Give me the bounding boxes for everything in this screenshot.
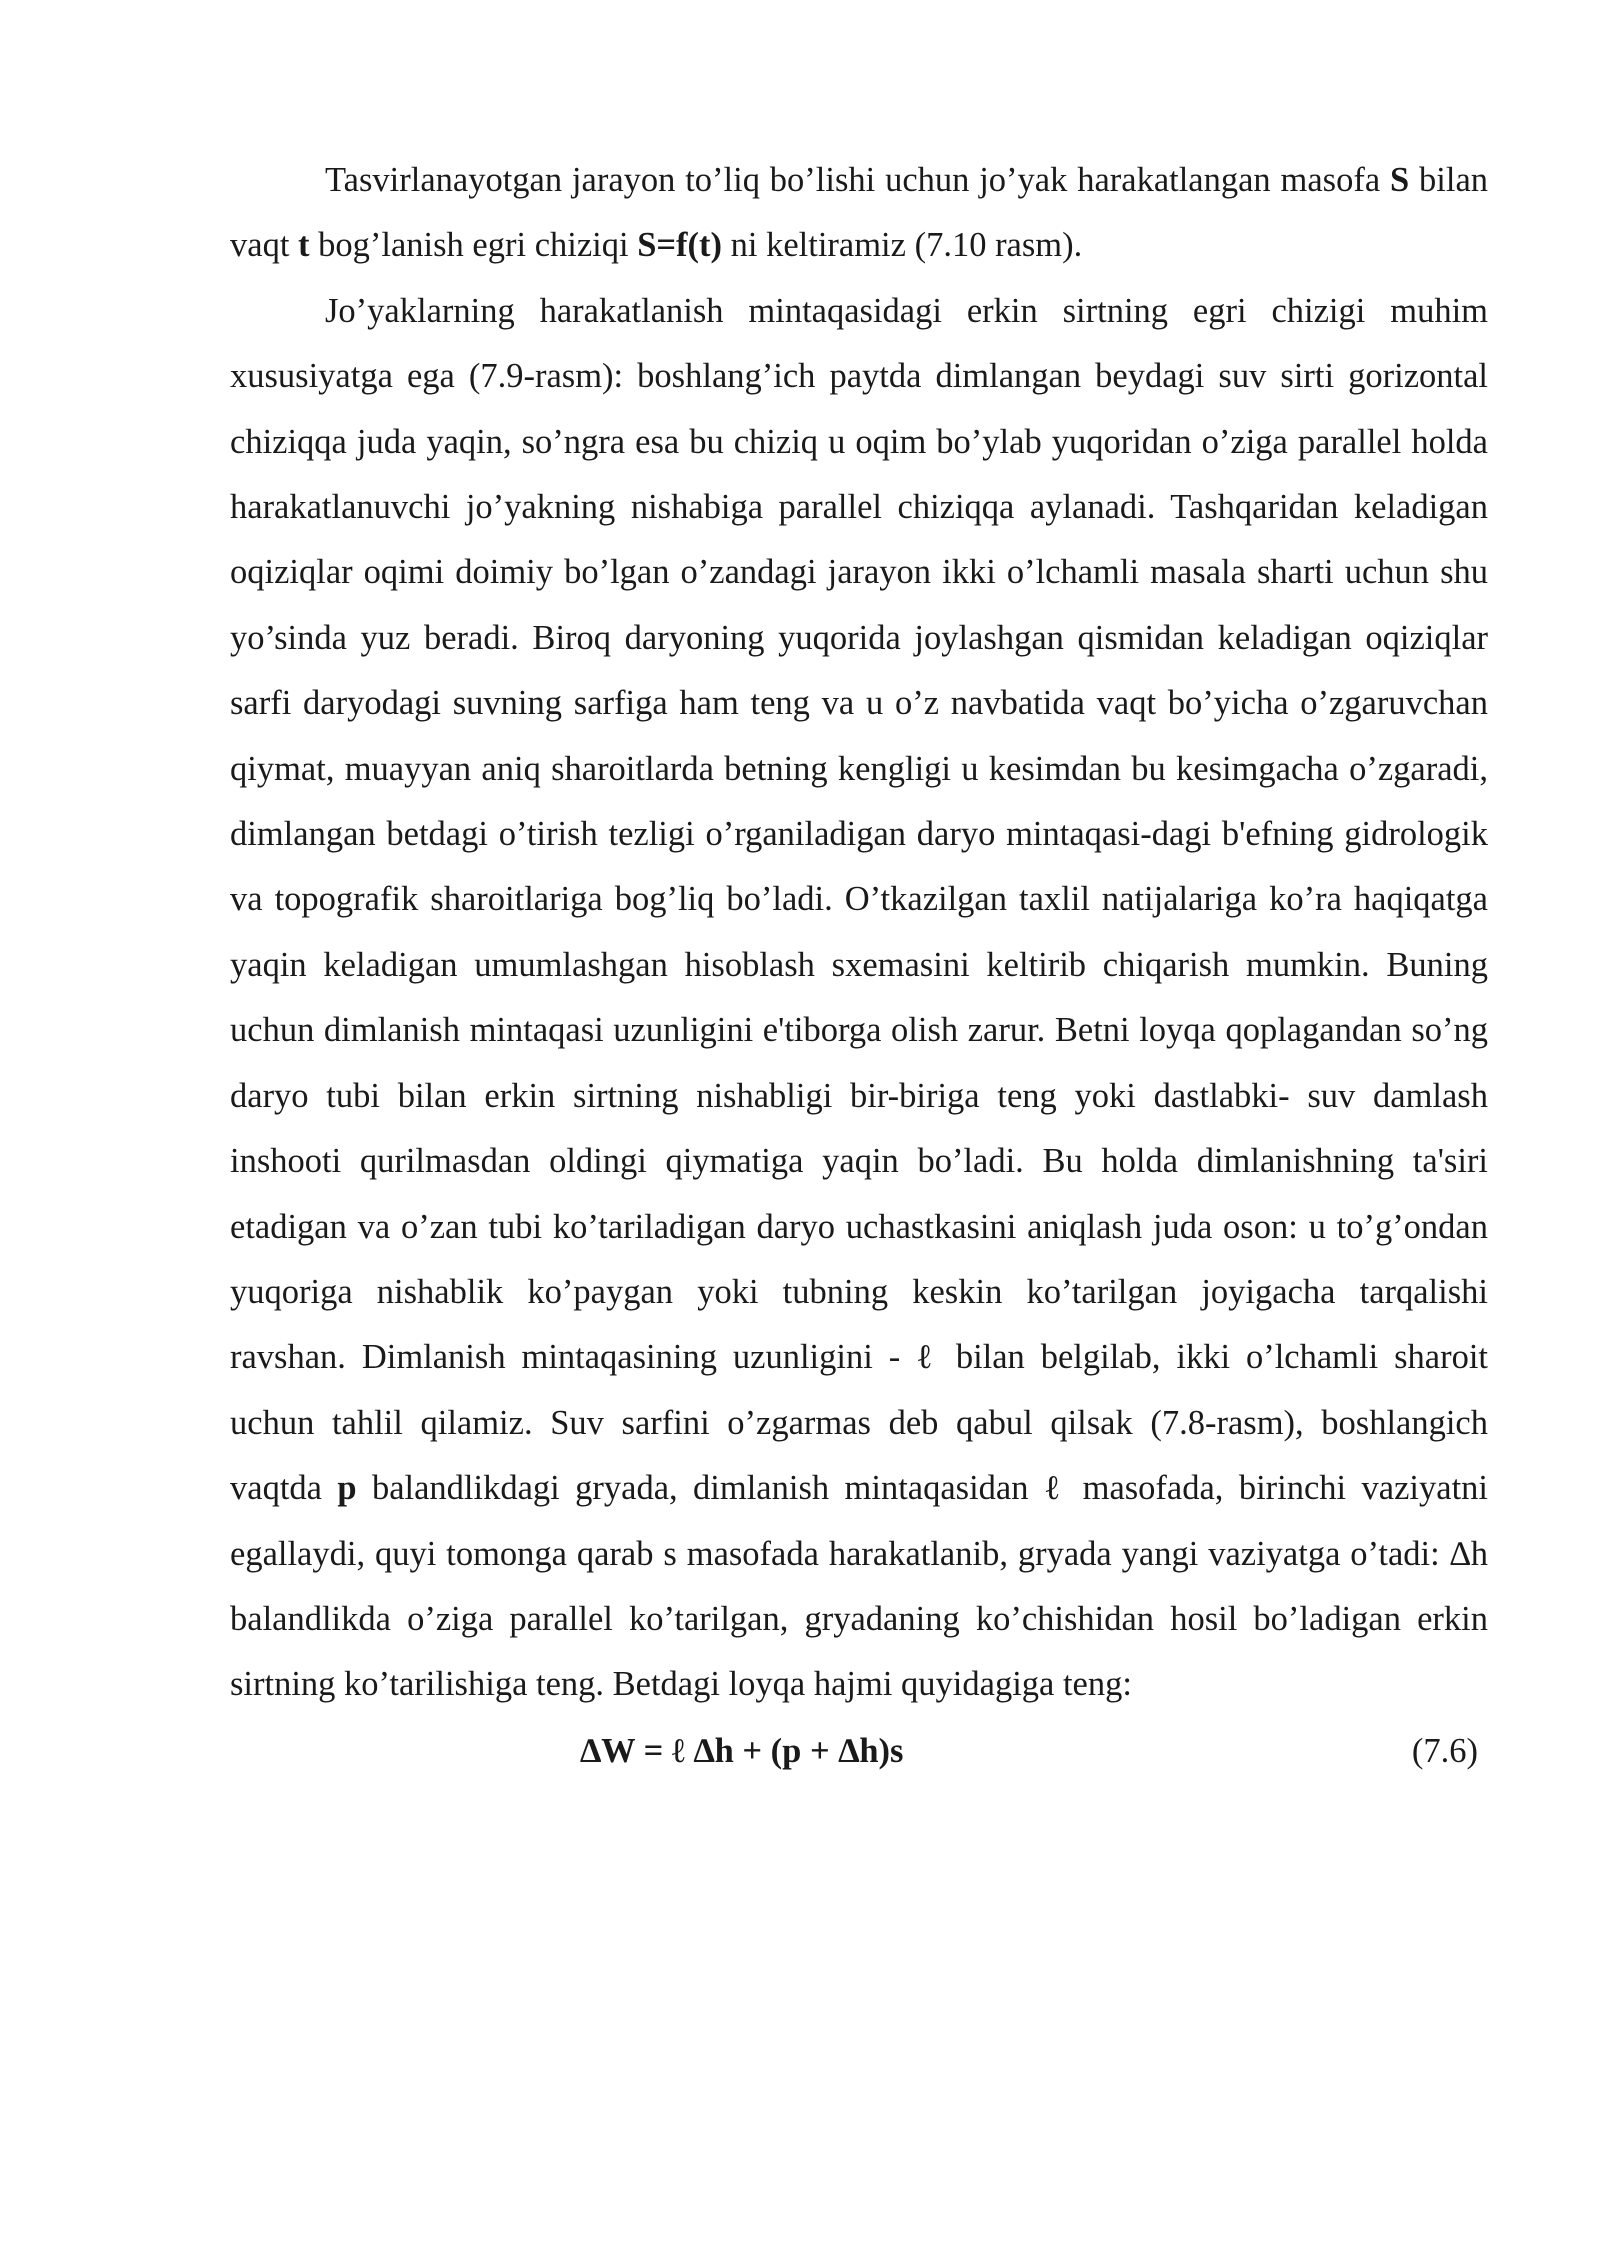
- equation-number: (7.6): [1411, 1731, 1478, 1770]
- text-segment: ni keltiramiz (7.10 rasm).: [722, 226, 1083, 265]
- equation-row: [230, 1718, 1488, 1784]
- text-segment: bog’lanish egri chiziqi: [309, 226, 638, 265]
- function-s-of-t: S=f(t): [637, 226, 723, 265]
- variable-t: t: [298, 226, 310, 265]
- paragraph-1: [230, 148, 1488, 279]
- equation-formula: ∆W = ℓ ∆h + (p + ∆h)s: [580, 1731, 904, 1770]
- document-page: [230, 148, 1488, 1784]
- text-segment: Tasvirlanayotgan jarayon to’liq bo’lishi uchun jo’yak harakatlangan masofa: [325, 161, 1390, 199]
- variable-p: p: [337, 1469, 357, 1508]
- variable-s: S: [1390, 161, 1410, 199]
- text-segment: Jo’yaklarning harakatlanish mintaqasidagi erkin sirtning egri chizigi muhim xususiyatga ega (7.9-rasm): boshlang’ich paytda dimlangan beydagi suv sirti gorizontal chiziqqa juda yaqin, so’ngra esa bu chiziq u oqim bo’ylab yuqoridan o’ziga parallel holda harakatlanuvchi jo’yakning nishabiga parallel chiziqqa aylanadi. Tashqaridan keladigan oqiziqlar oqimi doimiy bo’lgan o’zandagi jarayon ikki o’lchamli masala sharti uchun shu yo’sinda yuz beradi. Biroq daryoning yuqorida joylashgan qismidan keladigan oqiziqlar sarfi daryodagi suvning sarfiga ham teng va u o’z navbatida vaqt bo’yicha o’zgaruvchan qiymat, muayyan aniq sharoitlarda betning kengligi u kesimdan bu kesimgacha o’zgaradi, dimlangan betdagi o’tirish tezligi o’rganiladigan daryo mintaqasi-dagi b'efning gidrologik va topografik sharoitlariga bog’liq bo’ladi. O’tkazilgan taxlil natijalariga ko’ra haqiqatga yaqin keladigan umumlashgan hisoblash sxemasini keltirib chiqarish mumkin. Buning uchun dimlanish mintaqasi uzunligini e'tiborga olish zarur. Betni loyqa qoplagandan so’ng daryo tubi bilan erkin sirtning nishabligi bir-biriga teng yoki dastlabki- suv damlash inshooti qurilmasdan oldingi qiymatiga yaqin bo’ladi. Bu holda dimlanishning ta'siri etadigan va o’zan tubi ko’tariladigan daryo uchastkasini aniqlash juda oson: u to’g’ondan yuqoriga nishablik ko’paygan yoki tubning keskin ko’tarilgan joyigacha tarqalishi ravshan. Dimlanish mintaqasining uzunligini - ℓ bilan belgilab, ikki o’lchamli sharoit uchun tahlil qilamiz. Suv sarfini o’zgarmas deb qabul qilsak (7.8-rasm), boshlangich vaqtda: [230, 291, 1488, 1508]
- text-segment: balandlikdagi gryada, dimlanish mintaqasidan ℓ masofada, birinchi vaziyatni egallaydi, quyi tomonga qarab s masofada harakatlanib, gryada yangi vaziyatga o’tadi: ∆h balandlikda o’ziga parallel ko’tarilgan, gryadaning ko’chishidan hosil bo’ladigan erkin sirtning ko’tarilishiga teng. Betdagi loyqa hajmi quyidagiga teng:: [230, 1469, 1488, 1704]
- paragraph-2: [230, 279, 1488, 1718]
- text-segment: bilan vaqt: [230, 161, 1489, 265]
